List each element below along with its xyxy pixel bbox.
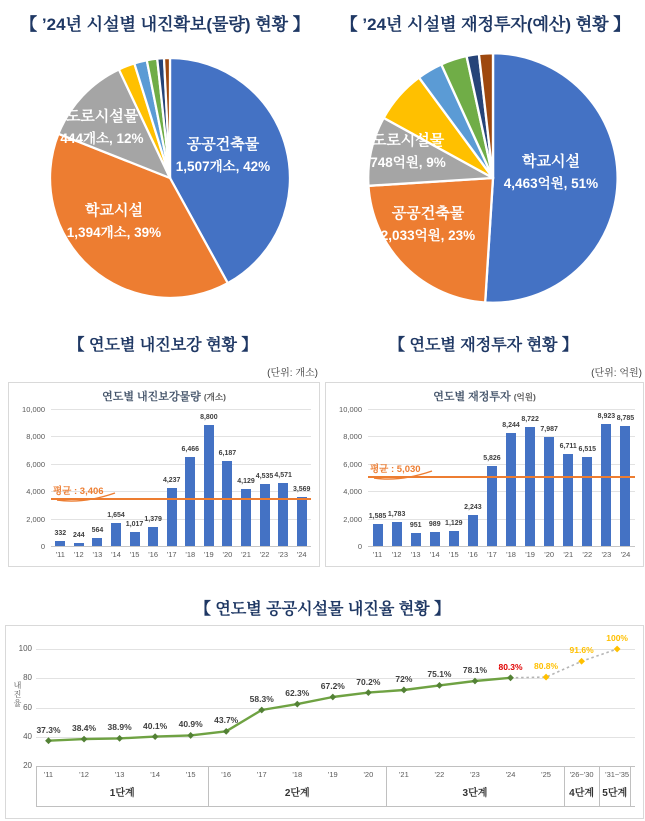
- bar-value-label: 1,017: [125, 521, 144, 529]
- gridline: [368, 491, 635, 492]
- x-tick-label: '22: [582, 550, 593, 559]
- x-tick-label: '14: [150, 770, 160, 779]
- phase-label: 2단계: [284, 788, 310, 799]
- bar: [278, 483, 288, 546]
- bar: [373, 524, 383, 546]
- bar-value-label: 8,785: [616, 414, 635, 422]
- bar: [411, 533, 421, 546]
- bar2-inner-title: [326, 388, 643, 404]
- data-marker: [472, 678, 479, 685]
- data-marker: [81, 736, 88, 743]
- gridline: [51, 409, 311, 410]
- bar: [601, 424, 611, 546]
- pie2-label-school: [489, 151, 613, 194]
- bar: [130, 532, 140, 546]
- data-marker: [152, 733, 159, 740]
- x-tick-label: '16: [221, 770, 232, 779]
- x-tick-label: '25: [541, 770, 551, 779]
- x-tick-label: '12: [79, 770, 89, 779]
- bar-value-label: 1,654: [107, 512, 125, 520]
- data-marker: [507, 674, 514, 681]
- bar: [506, 433, 516, 546]
- bar: [620, 426, 630, 546]
- data-marker: [187, 732, 194, 739]
- y-tick-label: 40: [23, 731, 32, 741]
- y-tick-label: 8,000: [343, 432, 362, 442]
- y-tick-label: 6,000: [26, 459, 45, 469]
- x-tick-label: '21: [241, 550, 251, 559]
- bar: [260, 484, 270, 546]
- bar: [185, 457, 195, 546]
- x-tick-label: '31~'35: [605, 770, 630, 779]
- bar1-inner-title: [9, 388, 319, 404]
- point-label: 80.8%: [533, 661, 559, 672]
- point-label: 72%: [395, 673, 413, 684]
- bar-value-label: 5,826: [483, 455, 501, 463]
- x-axis-line: [368, 546, 635, 547]
- bar: [582, 457, 592, 546]
- bar1-unit-note: (단위: 개소): [267, 368, 318, 379]
- pie-chart-quantity: [45, 53, 295, 303]
- table-divider: [599, 766, 600, 807]
- bar-chart-investment: [325, 382, 644, 567]
- bar2-section-title: 【 연도별 재정투자 현황 】: [389, 337, 578, 354]
- bar: [563, 454, 573, 546]
- data-marker: [329, 694, 336, 701]
- bar-value-label: 6,515: [578, 445, 597, 453]
- bar2-unit-note: (단위: 억원): [591, 368, 642, 379]
- pie2-title: 【 ’24년 시설별 재정투자(예산) 현황 】: [340, 15, 631, 34]
- pie2-label-road: [346, 130, 470, 173]
- x-tick-label: '12: [391, 550, 402, 559]
- x-tick-label: '14: [429, 550, 440, 559]
- x-tick-label: '19: [525, 550, 535, 559]
- x-tick-label: '23: [278, 550, 289, 559]
- pie-slice-value: 444개소, 12%: [60, 131, 144, 146]
- table-divider: [208, 766, 209, 807]
- point-label: 40.9%: [178, 719, 203, 730]
- bar: [204, 425, 214, 546]
- bar-value-label: 8,722: [521, 415, 539, 423]
- y-tick-label: 4,000: [343, 487, 362, 497]
- y-tick-label: 0: [357, 542, 362, 551]
- x-tick-label: '17: [166, 550, 177, 559]
- x-tick-label: '11: [43, 770, 54, 779]
- x-tick-label: '18: [292, 770, 303, 779]
- bar-value-label: 244: [73, 531, 85, 539]
- line-chart-ylabel: 내진율: [13, 681, 22, 708]
- x-tick-label: '21: [563, 550, 574, 559]
- x-tick-label: '22: [259, 550, 270, 559]
- line-chart-seismic-rate: [5, 625, 644, 819]
- pie-slice-value: 2,033억원, 23%: [380, 228, 476, 243]
- y-tick-label: 10,000: [22, 405, 45, 414]
- bar2-inner-title-text: 연도별 재정투자: [433, 391, 511, 403]
- gridline: [368, 409, 635, 410]
- average-swoosh: [374, 471, 432, 479]
- line-chart-title: 【 연도별 공공시설물 내진율 현황 】: [194, 601, 451, 618]
- point-label: 67.2%: [320, 680, 345, 691]
- x-tick-label: '24: [505, 770, 516, 779]
- bar: [468, 515, 478, 546]
- x-tick-label: '18: [185, 550, 196, 559]
- bar-value-label: 4,535: [255, 472, 274, 480]
- projection-marker: [578, 658, 585, 665]
- table-bottom-line: [36, 806, 635, 807]
- bar: [430, 532, 440, 546]
- gridline: [51, 519, 311, 520]
- x-tick-label: '13: [114, 770, 125, 779]
- bar-value-label: 564: [91, 527, 104, 535]
- bar-value-label: 7,987: [540, 425, 558, 433]
- x-tick-label: '26~'30: [569, 770, 594, 779]
- bar-value-label: 2,243: [464, 504, 482, 512]
- bar-value-label: 332: [54, 530, 67, 538]
- x-tick-label: '20: [363, 770, 374, 779]
- bar: [525, 427, 535, 546]
- x-tick-label: '24: [296, 550, 307, 559]
- y-tick-label: 60: [23, 702, 32, 712]
- gridline: [368, 436, 635, 437]
- bar-value-label: 3,569: [292, 486, 311, 494]
- pie2-label-public: [366, 203, 490, 246]
- pie1-label-public: [161, 134, 285, 177]
- x-tick-label: '15: [448, 550, 459, 559]
- bar-value-label: 989: [428, 521, 441, 529]
- point-label: 70.2%: [356, 676, 381, 687]
- bar: [487, 466, 497, 546]
- bar-value-label: 8,244: [502, 422, 520, 430]
- bar: [74, 543, 84, 546]
- point-label: 91.6%: [569, 645, 594, 656]
- phase-label: 3단계: [462, 788, 488, 799]
- bar1-inner-title-text: 연도별 내진보강물량: [102, 391, 201, 403]
- bar-value-label: 1,379: [144, 516, 162, 524]
- average-label: 평균 : 3,406: [53, 486, 104, 498]
- point-label: 40.1%: [143, 720, 168, 731]
- x-tick-label: '11: [55, 550, 65, 559]
- bar2-inner-title-unit: (억원): [513, 392, 536, 402]
- projection-marker: [543, 674, 550, 681]
- data-marker: [294, 701, 301, 708]
- bar-value-label: 6,187: [218, 450, 237, 458]
- bar: [449, 531, 459, 546]
- line-chart-svg: [6, 626, 643, 818]
- point-label: 62.3%: [285, 688, 310, 699]
- pie-slice-value: 1,507개소, 42%: [175, 159, 271, 174]
- pie-slice-name: 공공건축물: [186, 136, 260, 153]
- bar-value-label: 4,237: [162, 476, 181, 484]
- point-label: 38.4%: [71, 723, 97, 734]
- data-marker: [401, 687, 408, 694]
- pie-slice-value: 1,394개소, 39%: [66, 225, 162, 240]
- bar1-inner-title-unit: (개소): [203, 392, 226, 402]
- average-label: 평균 : 5,030: [370, 464, 421, 476]
- bar-value-label: 1,129: [445, 519, 463, 527]
- bar: [222, 461, 232, 546]
- pie-slice-name: 학교시설: [85, 202, 143, 219]
- average-swoosh: [57, 493, 115, 501]
- bar-value-label: 6,466: [181, 446, 200, 454]
- pie1-title: 【 ’24년 시설별 내진확보(물량) 현황 】: [20, 15, 310, 34]
- y-tick-label: 2,000: [26, 514, 45, 524]
- point-label: 58.3%: [249, 693, 274, 704]
- point-label: 100%: [606, 633, 628, 643]
- x-tick-label: '13: [92, 550, 103, 559]
- x-tick-label: '22: [434, 770, 445, 779]
- bar-value-label: 6,711: [559, 443, 577, 451]
- y-tick-label: 80: [23, 673, 32, 683]
- bar-chart-reinforcement: [8, 382, 320, 567]
- y-tick-label: 10,000: [339, 405, 362, 414]
- phase-label: 1단계: [109, 788, 135, 799]
- projection-line: [511, 649, 618, 678]
- x-tick-label: '24: [620, 550, 631, 559]
- x-tick-label: '13: [410, 550, 421, 559]
- data-marker: [45, 737, 52, 744]
- y-tick-label: 100: [18, 644, 32, 653]
- bar-value-label: 4,571: [274, 472, 292, 480]
- x-tick-label: '16: [148, 550, 159, 559]
- bar-value-label: 8,800: [200, 414, 218, 422]
- bar-value-label: 8,923: [597, 412, 616, 420]
- x-tick-label: '20: [544, 550, 555, 559]
- pie1-label-school: [52, 200, 176, 243]
- y-tick-label: 4,000: [26, 487, 45, 497]
- bar-value-label: 951: [409, 521, 422, 529]
- pie-slice-value: 4,463억원, 51%: [503, 176, 599, 191]
- x-tick-label: '18: [506, 550, 516, 559]
- y-tick-label: 20: [23, 761, 32, 770]
- pie-slice-name: 공공건축물: [391, 205, 465, 222]
- data-marker: [436, 682, 443, 689]
- data-marker: [116, 735, 123, 742]
- x-tick-label: '20: [222, 550, 233, 559]
- x-tick-label: '23: [601, 550, 612, 559]
- phase-label: 5단계: [602, 788, 628, 799]
- pie-slice-value: 748억원, 9%: [370, 155, 446, 170]
- pie1-label-road: [40, 106, 164, 149]
- x-tick-label: '21: [399, 770, 409, 779]
- pie-slice-name: 도로시설물: [371, 132, 445, 149]
- bar: [92, 538, 102, 546]
- y-tick-label: 0: [40, 542, 45, 551]
- pie-slice-name: 학교시설: [522, 153, 580, 170]
- bar: [297, 497, 307, 546]
- x-tick-label: '16: [468, 550, 478, 559]
- gridline: [368, 519, 635, 520]
- point-label: 78.1%: [462, 665, 488, 676]
- x-tick-label: '23: [470, 770, 480, 779]
- x-tick-label: '15: [129, 550, 140, 559]
- x-tick-label: '17: [256, 770, 267, 779]
- y-tick-label: 8,000: [26, 432, 45, 442]
- table-divider: [564, 766, 565, 807]
- projection-marker: [614, 646, 621, 653]
- table-top-line: [36, 766, 635, 767]
- point-label: 38.9%: [107, 722, 132, 733]
- x-tick-label: '19: [203, 550, 214, 559]
- bar: [111, 523, 121, 546]
- point-label: 75.1%: [427, 669, 452, 680]
- point-label: 43.7%: [214, 715, 239, 726]
- table-divider: [630, 766, 631, 807]
- gridline: [51, 436, 311, 437]
- x-tick-label: '12: [73, 550, 84, 559]
- bar: [392, 522, 402, 546]
- average-swoosh-svg: [372, 469, 436, 483]
- bar-value-label: 1,783: [387, 510, 406, 518]
- x-tick-label: '15: [185, 770, 196, 779]
- x-tick-label: '14: [111, 550, 121, 559]
- table-divider: [386, 766, 387, 807]
- x-tick-label: '11: [372, 550, 383, 559]
- bar: [55, 541, 65, 546]
- bar: [544, 437, 554, 546]
- point-label: 37.3%: [36, 724, 61, 735]
- x-tick-label: '19: [327, 770, 338, 779]
- y-tick-label: 6,000: [343, 459, 362, 469]
- bar-value-label: 4,129: [237, 478, 255, 486]
- bar-value-label: 1,585: [368, 513, 387, 521]
- phase-label: 4단계: [569, 788, 595, 799]
- pie-slice-name: 도로시설물: [65, 108, 139, 125]
- bar: [167, 488, 177, 546]
- table-divider: [36, 766, 37, 807]
- average-swoosh-svg: [55, 491, 119, 505]
- x-axis-line: [51, 546, 311, 547]
- data-marker: [365, 689, 372, 696]
- gridline: [51, 464, 311, 465]
- bar1-section-title: 【 연도별 내진보강 현황 】: [68, 337, 258, 354]
- x-tick-label: '17: [487, 550, 497, 559]
- point-label: 80.3%: [498, 661, 523, 672]
- y-tick-label: 2,000: [343, 514, 362, 524]
- bar: [148, 527, 158, 546]
